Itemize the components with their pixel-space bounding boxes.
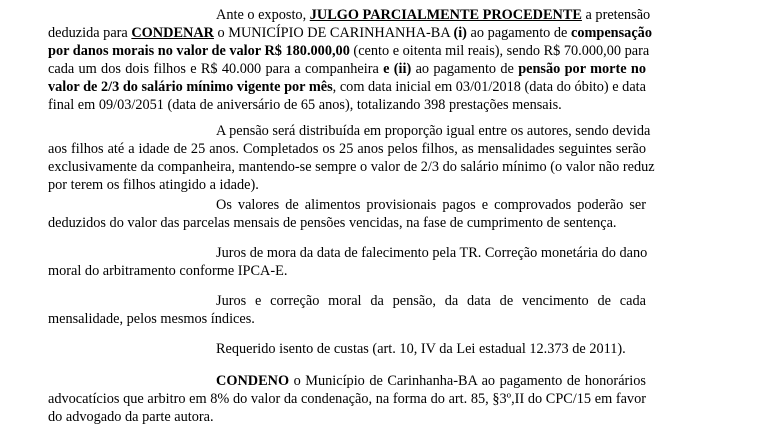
text-line: final em 09/03/2051 (data de aniversário de 65 anos), totalizando 398 prestações mensais. bbox=[48, 97, 562, 113]
text-line: cada um dos dois filhos e R$ 40.000 para a companheira e (ii) ao pagamento de pensão por morte no bbox=[48, 61, 646, 77]
text-line: valor de 2/3 do salário mínimo vigente por mês, com data inicial em 03/01/2018 (data do óbito) e data bbox=[48, 79, 646, 95]
text-line: Requerido isento de custas (art. 10, IV da Lei estadual 12.373 de 2011). bbox=[216, 341, 626, 357]
judgment-heading: JULGO PARCIALMENTE PROCEDENTE bbox=[309, 7, 582, 23]
text-line: deduzidos do valor das parcelas mensais de pensões vencidas, na fase de cumprimento de sentença. bbox=[48, 215, 617, 231]
paragraph-judgment bbox=[48, 6, 652, 114]
paragraph-court-costs bbox=[48, 340, 646, 358]
text-line: advocatícios que arbitro em 8% do valor da condenação, na forma do art. 85, §3º,II do CPC/15 em favor bbox=[48, 391, 646, 407]
paragraph-interest-pension bbox=[48, 292, 646, 328]
text-line: Juros de mora da data de falecimento pela TR. Correção monetária do dano bbox=[216, 245, 648, 261]
paragraph-attorney-fees bbox=[48, 372, 646, 426]
text-line: moral do arbitramento conforme IPCA-E. bbox=[48, 263, 288, 279]
text-line: mensalidade, pelos mesmos índices. bbox=[48, 311, 255, 327]
condeno-keyword: CONDENO bbox=[216, 373, 290, 389]
paragraph-pension-distribution bbox=[48, 122, 655, 194]
text-line: Ante o exposto, JULGO PARCIALMENTE PROCEDENTE a pretensão bbox=[216, 7, 651, 23]
text-line: A pensão será distribuída em proporção igual entre os autores, sendo devida bbox=[216, 123, 651, 139]
text-line: por terem os filhos atingido a idade). bbox=[48, 177, 259, 193]
condenar-keyword: CONDENAR bbox=[131, 25, 214, 41]
text-line: do advogado da parte autora. bbox=[48, 409, 214, 425]
paragraph-interest-moral-damage bbox=[48, 244, 646, 280]
text-line: CONDENO o Município de Carinhanha-BA ao pagamento de honorários bbox=[216, 373, 646, 389]
text-line: Os valores de alimentos provisionais pagos e comprovados poderão ser bbox=[216, 197, 646, 213]
paragraph-provisional-alimony bbox=[48, 196, 646, 232]
text-line: Juros e correção moral da pensão, da data de vencimento de cada bbox=[216, 293, 646, 309]
text-line: aos filhos até a idade de 25 anos. Completados os 25 anos pelos filhos, as mensalidades seguintes serão bbox=[48, 141, 646, 157]
text-line: por danos morais no valor de valor R$ 180.000,00 (cento e oitenta mil reais), sendo R$ 70.000,00 para bbox=[48, 43, 650, 59]
text-line: exclusivamente da companheira, mantendo-se sempre o valor de 2/3 do salário mínimo (o valor não reduz bbox=[48, 159, 655, 175]
text-line: deduzida para CONDENAR o MUNICÍPIO DE CARINHANHA-BA (i) ao pagamento de compensação bbox=[48, 25, 652, 41]
